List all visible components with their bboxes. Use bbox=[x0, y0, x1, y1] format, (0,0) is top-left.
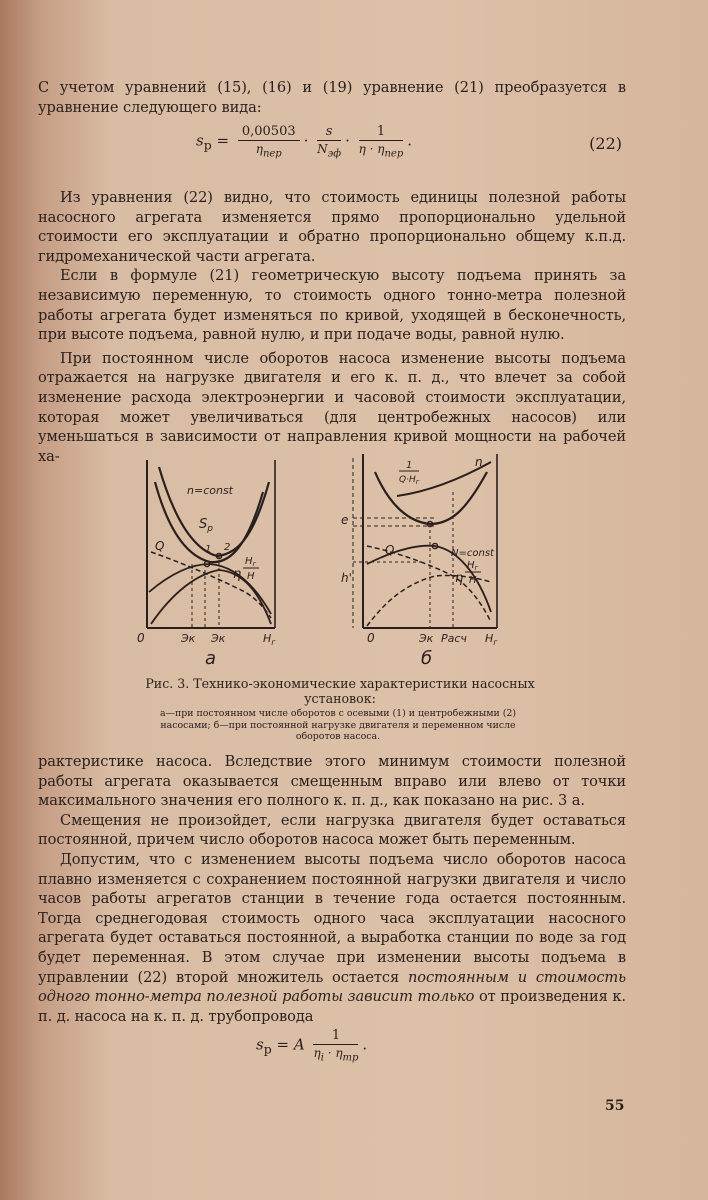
paragraph-2: Если в формуле (21) геометрическую высоту подъема принять за независимую переменную, то стоимость одного тонно-метра полезной работы агрегата будет изменяться по кривой, уходящей в бесконечность, при высоте подъема, равной нулю, и при подаче воды, равной нулю. bbox=[38, 267, 626, 344]
body-paragraphs-bottom bbox=[38, 752, 626, 1026]
eq22-f1-den-sub: пер bbox=[262, 148, 282, 160]
panel-a-x-ek2: Эк bbox=[211, 632, 226, 645]
paragraph-6 bbox=[38, 850, 626, 1026]
panel-b-letter: б bbox=[421, 648, 433, 669]
panel-a-eta-label: η bbox=[233, 567, 242, 582]
panel-a-label-two: 2 bbox=[224, 542, 231, 553]
panel-b-curve-inv bbox=[375, 472, 487, 524]
panel-a-ratio-den: H bbox=[247, 571, 255, 582]
eq22-fraction-1 bbox=[238, 124, 300, 159]
paragraph-6-part-a: Допустим, что с изменением высоты подъема число оборотов насоса плавно изменяется с сохранением постоянной нагрузки двигателя и число часов работы агрегатов станции в течение года остается постоянным. Тогда среднегодовая стоимость одного часа эксплуатации насосного агрегата будет оставаться постоянной, а выработка станции по воде за год будет переменная. В этом случае при изменении высоты подъема в управлении (22) второй множитель остается bbox=[38, 850, 626, 986]
panel-b-origin: 0 bbox=[367, 631, 375, 645]
panel-a-letter: а bbox=[205, 648, 217, 669]
panel-b-x-rasch: Расч bbox=[441, 632, 467, 645]
intro-paragraph bbox=[38, 78, 626, 117]
figure-panel-b bbox=[341, 454, 498, 669]
eqf-fraction bbox=[313, 1028, 358, 1063]
paragraph-1: Из уравнения (22) видно, что стоимость единицы полезной работы насосного агрегата изменяется прямо пропорционально удельной стоимости его эксплуатации и обратно пропорционально общему к.п.д. гидромеханической части агрегата. bbox=[38, 189, 626, 265]
eqf-den-sub2: тр bbox=[342, 1052, 359, 1064]
eq22-f2-den-sub: эф bbox=[327, 148, 342, 160]
eqf-lhs: s bbox=[256, 1035, 264, 1054]
eqf-tail: . bbox=[362, 1035, 368, 1054]
panel-b-n-const: N=const bbox=[451, 548, 494, 559]
equation-22: $s_р$ = $\frac{0,00503}{\eta_{пер}}$ · $\frac{s}{N_{эф}}$ · $\frac{1}{\eta \cdot \eta_{пер}}$ . bbox=[196, 124, 413, 160]
eqf-coef: A bbox=[293, 1035, 305, 1054]
eqf-den-mid: · η bbox=[323, 1046, 343, 1060]
eq22-fraction-3 bbox=[359, 124, 404, 159]
figure-3 bbox=[135, 452, 525, 674]
panel-b-ratio-num: $H_г$ bbox=[467, 560, 479, 572]
panel-a-x-h: $H_г$ bbox=[263, 632, 276, 647]
panel-b-x-ek: Эк bbox=[419, 632, 434, 645]
eq22-f1-den: η bbox=[255, 142, 263, 156]
page-number: 55 bbox=[605, 1098, 625, 1114]
eqf-lhs-sub: р bbox=[263, 1041, 272, 1057]
panel-b-n-label: n bbox=[475, 455, 483, 469]
panel-a-x-ek1: Эк bbox=[181, 632, 196, 645]
eq22-f1-num: 0,00503 bbox=[238, 124, 300, 141]
eq22-lhs-sub: р bbox=[203, 137, 212, 153]
paragraph-6-part-c: от произведения к. п. д. насоса на к. п. д. трубопровода bbox=[38, 988, 626, 1025]
panel-a-sp-label: $S_p$ bbox=[199, 517, 213, 534]
figure-subcaption: а—при постоянном числе оборотов с осевыми (1) и центробежными (2) насосами; б—при постоянной нагрузке двигателя и переменном числе оборотов насоса. bbox=[160, 708, 516, 742]
panel-b-inv-num: 1 bbox=[406, 460, 413, 471]
eq22-lhs: s bbox=[196, 131, 204, 150]
eqf-num: 1 bbox=[313, 1028, 358, 1045]
paragraph-4: рактеристике насоса. Вследствие этого минимум стоимости полезной работы агрегата оказывается смещенным вправо или влево от точки максимального значения его полного к. п. д., как показано на рис. 3 а. bbox=[38, 753, 626, 810]
figure-caption: Рис. 3. Технико-экономические характеристики насосных установок: bbox=[145, 676, 535, 706]
equation-final bbox=[256, 1028, 367, 1063]
panel-a-label-one: 1 bbox=[205, 544, 212, 555]
panel-b-e-label: e bbox=[341, 513, 349, 527]
eq22-f3-den-sub: пер bbox=[384, 148, 404, 160]
panel-b-q-label: Q bbox=[385, 543, 395, 557]
eq22-equals: = bbox=[216, 131, 230, 150]
paragraph-5: Смещения не произойдет, если нагрузка двигателя будет оставаться постоянной, причем число оборотов насоса может быть переменным. bbox=[38, 811, 626, 849]
eq22-f3-num: 1 bbox=[359, 124, 404, 141]
panel-b-inv-den: $Q\cdot H_г$ bbox=[399, 475, 420, 486]
panel-b-eta-label: η bbox=[455, 571, 464, 586]
eq22-f2-den: N bbox=[317, 142, 328, 156]
panel-b-h-label: h' bbox=[341, 571, 352, 585]
eq22-f2-num: s bbox=[317, 124, 341, 141]
panel-a-curve-sp-2 bbox=[159, 467, 269, 556]
eqf-equals: = bbox=[276, 1035, 290, 1054]
panel-a-ratio-num: $H_г$ bbox=[245, 556, 257, 568]
panel-a-q-label: Q bbox=[155, 539, 165, 553]
figure-panel-a bbox=[137, 460, 276, 669]
equation-22-number: (22) bbox=[589, 134, 622, 153]
panel-a-n-label: n=const bbox=[187, 484, 233, 497]
eqf-den: η bbox=[313, 1046, 321, 1060]
panel-a-origin: 0 bbox=[137, 631, 145, 645]
intro-text: С учетом уравнений (15), (16) и (19) уравнение (21) преобразуется в уравнение следующего вида: bbox=[38, 79, 626, 116]
eq22-fraction-2 bbox=[317, 124, 341, 159]
panel-b-ratio-den: H bbox=[469, 575, 477, 586]
eq22-f3-den: η · η bbox=[358, 142, 385, 156]
eqf-den-sub1: i bbox=[320, 1052, 324, 1064]
panel-b-x-h: $H_г$ bbox=[485, 632, 498, 647]
paragraph-6-part-b: постоянным и стоимость одного тонно-метра полезной работы зависит только bbox=[38, 968, 626, 1006]
body-paragraphs-top bbox=[38, 188, 626, 466]
paragraph-3: При постоянном числе оборотов насоса изменение высоты подъема отражается на нагрузке двигателя и его к. п. д., что влечет за собой изменение расхода электроэнергии и часовой стоимости эксплуатации, которая может увеличиваться (для центробежных насосов) или уменьшаться в зависимости от направления кривой мощности на рабочей ха- bbox=[38, 349, 626, 465]
